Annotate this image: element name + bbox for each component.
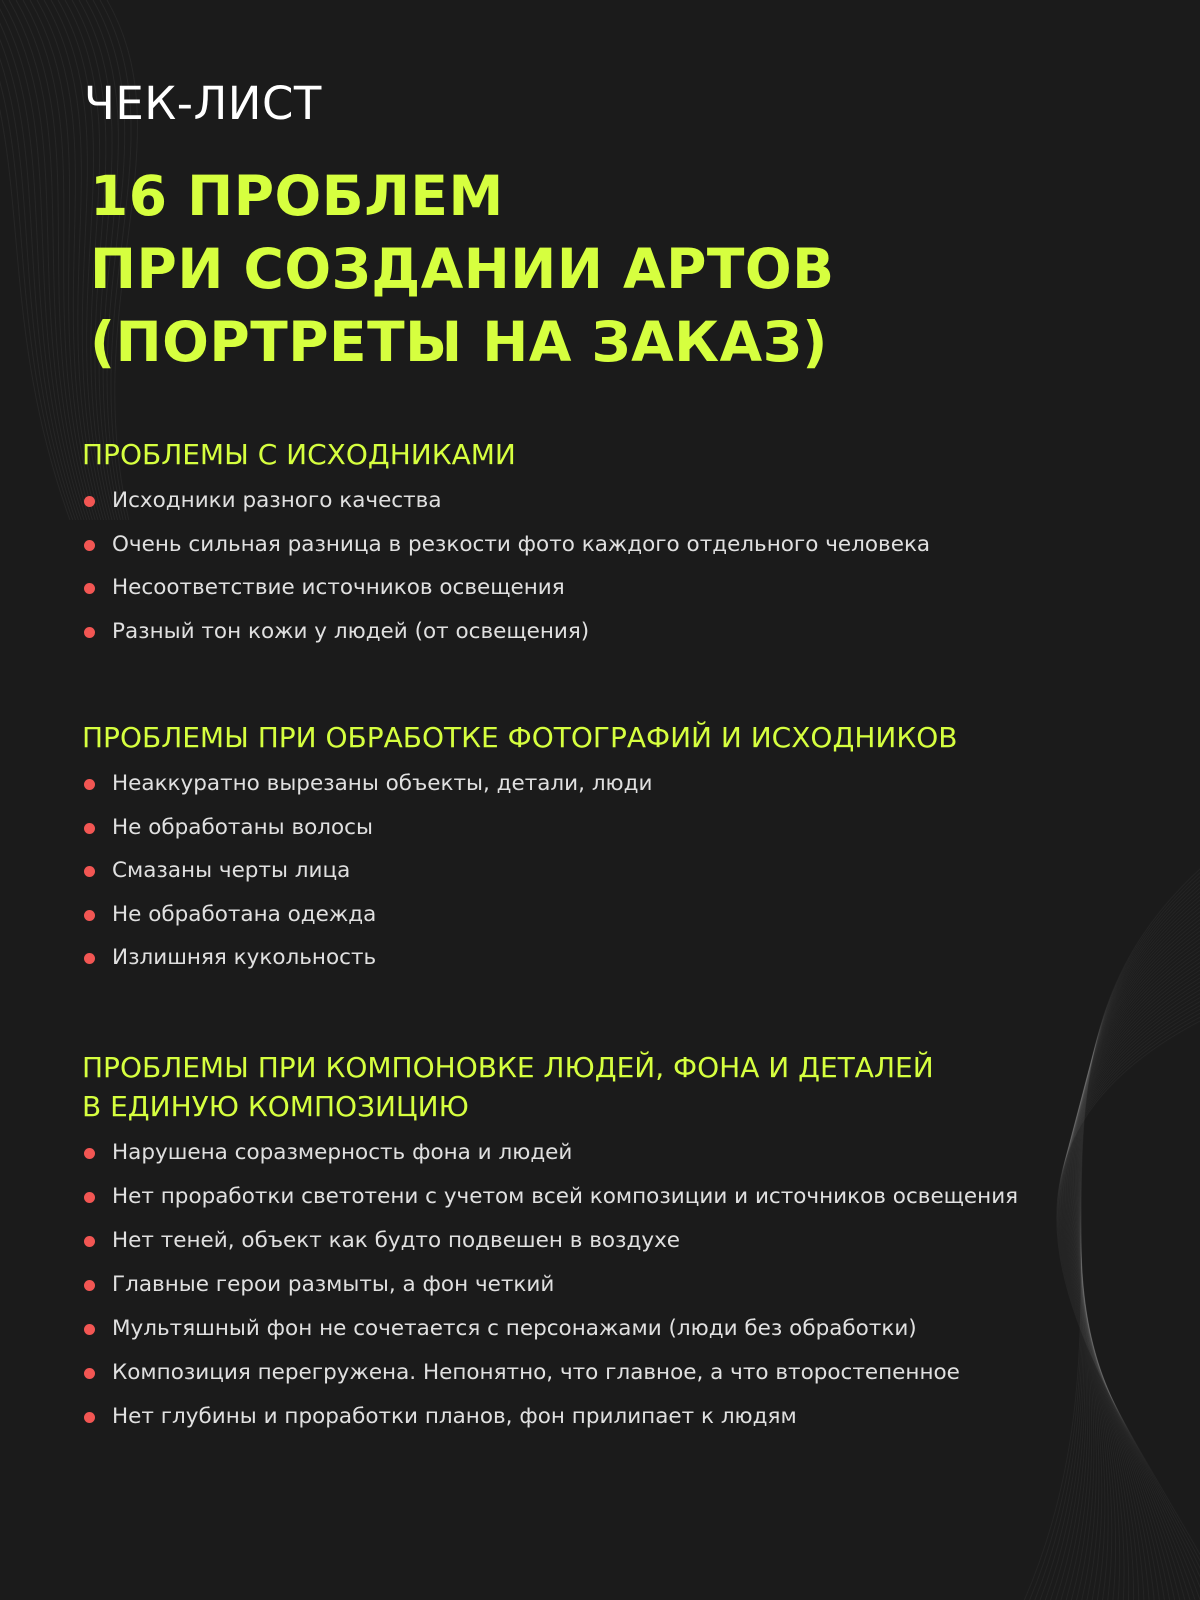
list-item	[82, 530, 1182, 560]
list-item	[82, 573, 1182, 603]
list-item	[82, 1402, 1182, 1432]
list-item	[82, 1138, 1182, 1168]
bullet-dot-icon	[84, 866, 95, 877]
section-title	[82, 435, 1182, 474]
title-line: ПРИ СОЗДАНИИ АРТОВ	[90, 237, 835, 301]
bullet-dot-icon	[84, 1280, 95, 1291]
section-processing-problems	[82, 718, 1182, 987]
list-item	[82, 943, 1182, 973]
list-item-text: Не обработаны волосы	[112, 814, 373, 840]
bullet-dot-icon	[84, 627, 95, 638]
bullet-dot-icon	[84, 1236, 95, 1247]
bullet-dot-icon	[84, 1368, 95, 1379]
title-line: (ПОРТРЕТЫ НА ЗАКАЗ)	[90, 310, 828, 374]
list-item-text: Очень сильная разница в резкости фото каждого отдельного человека	[112, 531, 931, 557]
section-composition-problems	[82, 1048, 1182, 1446]
list-item	[82, 769, 1182, 799]
list-item-text: Нет проработки светотени с учетом всей композиции и источников освещения	[112, 1184, 1019, 1209]
section-title	[82, 718, 1182, 757]
bullet-dot-icon	[84, 496, 95, 507]
bullet-dot-icon	[84, 1192, 95, 1203]
list-item	[82, 856, 1182, 886]
list-item	[82, 486, 1182, 516]
list-item-text: Несоответствие источников освещения	[112, 575, 565, 600]
bullet-dot-icon	[84, 1412, 95, 1423]
bullet-dot-icon	[84, 583, 95, 594]
title-line: 16 ПРОБЛЕМ	[90, 164, 504, 228]
list-item-text: Излишняя кукольность	[112, 945, 377, 970]
page-title	[90, 160, 835, 379]
problem-list	[82, 769, 1182, 973]
list-item	[82, 813, 1182, 843]
list-item-text: Нет теней, объект как будто подвешен в воздухе	[112, 1228, 681, 1253]
list-item-text: Мультяшный фон не сочетается с персонажами (люди без обработки)	[112, 1316, 917, 1341]
problem-list	[82, 1138, 1182, 1432]
kicker-label: ЧЕК-ЛИСТ	[84, 77, 322, 130]
list-item	[82, 1314, 1182, 1344]
list-item-text: Нет глубины и проработки планов, фон прилипает к людям	[112, 1404, 797, 1429]
list-item-text: Главные герои размыты, а фон четкий	[112, 1272, 555, 1297]
list-item-text: Неаккуратно вырезаны объекты, детали, люди	[112, 771, 653, 796]
list-item	[82, 1182, 1182, 1212]
list-item-text: Нарушена соразмерность фона и людей	[112, 1140, 573, 1165]
bullet-dot-icon	[84, 779, 95, 790]
section-title	[82, 1048, 1182, 1126]
section-source-problems	[82, 435, 1182, 660]
list-item	[82, 617, 1182, 647]
bullet-dot-icon	[84, 910, 95, 921]
problem-list	[82, 486, 1182, 647]
bullet-dot-icon	[84, 540, 95, 551]
bullet-dot-icon	[84, 1324, 95, 1335]
list-item	[82, 1270, 1182, 1300]
bullet-dot-icon	[84, 1148, 95, 1159]
section-title-line: ПРОБЛЕМЫ С ИСХОДНИКАМИ	[82, 438, 516, 471]
list-item-text: Разный тон кожи у людей (от освещения)	[112, 618, 590, 644]
section-title-line: В ЕДИНУЮ КОМПОЗИЦИЮ	[82, 1090, 469, 1123]
section-title-line: ПРОБЛЕМЫ ПРИ ОБРАБОТКЕ ФОТОГРАФИЙ И ИСХОДНИКОВ	[82, 721, 958, 754]
bullet-dot-icon	[84, 953, 95, 964]
list-item-text: Не обработана одежда	[112, 901, 377, 927]
list-item	[82, 1358, 1182, 1388]
list-item-text: Композиция перегружена. Непонятно, что главное, а что второстепенное	[112, 1360, 960, 1385]
list-item-text: Смазаны черты лица	[112, 858, 351, 883]
section-title-line: ПРОБЛЕМЫ ПРИ КОМПОНОВКЕ ЛЮДЕЙ, ФОНА И ДЕТАЛЕЙ	[82, 1051, 934, 1084]
bullet-dot-icon	[84, 823, 95, 834]
list-item	[82, 1226, 1182, 1256]
wave-line	[0, 0, 73, 520]
list-item	[82, 900, 1182, 930]
list-item-text: Исходники разного качества	[112, 488, 442, 513]
